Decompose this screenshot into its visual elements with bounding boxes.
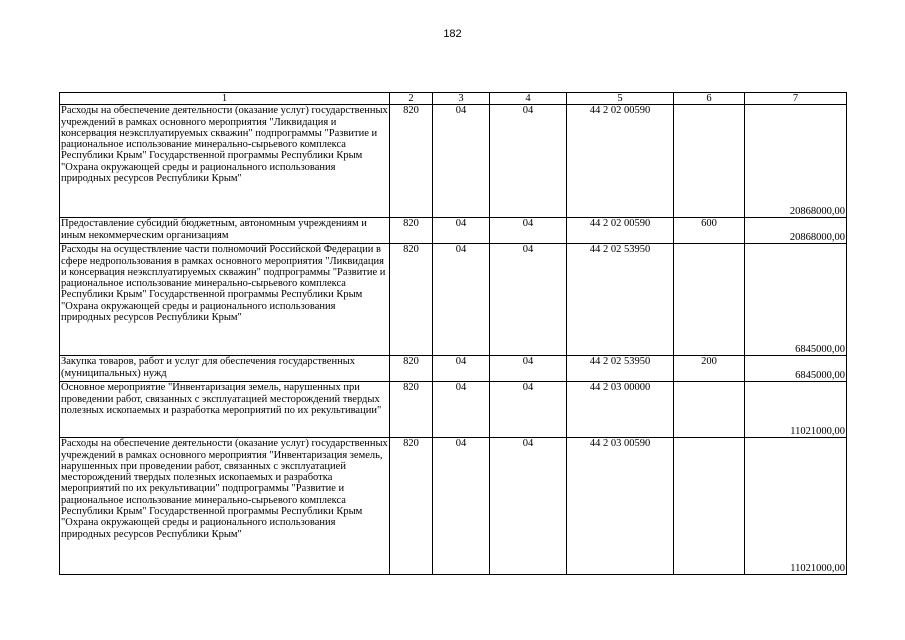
row-admin-code: 820 xyxy=(390,244,433,356)
row-target-code: 44 2 02 53950 xyxy=(567,244,674,356)
row-section: 04 xyxy=(433,356,490,382)
row-amount: 6845000,00 xyxy=(745,356,847,382)
row-section: 04 xyxy=(433,438,490,575)
row-amount: 20868000,00 xyxy=(745,218,847,244)
row-description: Предоставление субсидий бюджетным, автономным учреждениям и иным некоммерческим организациям xyxy=(60,218,390,244)
row-target-code: 44 2 02 00590 xyxy=(567,218,674,244)
row-amount: 11021000,00 xyxy=(745,438,847,575)
row-target-code: 44 2 02 00590 xyxy=(567,105,674,218)
row-subsection: 04 xyxy=(490,218,567,244)
row-amount: 20868000,00 xyxy=(745,105,847,218)
header-cell: 2 xyxy=(390,93,433,105)
row-admin-code: 820 xyxy=(390,438,433,575)
row-expense-type xyxy=(674,105,745,218)
row-section: 04 xyxy=(433,244,490,356)
table-row xyxy=(60,244,847,356)
header-cell: 6 xyxy=(674,93,745,105)
row-description: Расходы на осуществление части полномочий Российской Федерации в сфере недропользования в рамках основного мероприятия "Ликвидация и консервация неэксплуатируемых скважин" подпрограммы "Развитие и рациональное использование минерально-сырьевого комплекса Республики Крым" Государственной программы Республики Крым "Охрана окружающей среды и рационального использования природных ресурсов Республики Крым" xyxy=(60,244,390,356)
row-subsection: 04 xyxy=(490,356,567,382)
budget-table xyxy=(59,92,847,575)
row-target-code: 44 2 02 53950 xyxy=(567,356,674,382)
row-target-code: 44 2 03 00000 xyxy=(567,382,674,438)
row-admin-code: 820 xyxy=(390,105,433,218)
row-description: Расходы на обеспечение деятельности (оказание услуг) государственных учреждений в рамках основного мероприятия "Ликвидация и консервация неэксплуатируемых скважин" подпрограммы "Развитие и рациональное использование минерально-сырьевого комплекса Республики Крым" Государственной программы Республики Крым "Охрана окружающей среды и рационального использования природных ресурсов Республики Крым" xyxy=(60,105,390,218)
table-row xyxy=(60,105,847,218)
header-cell: 7 xyxy=(745,93,847,105)
row-expense-type xyxy=(674,244,745,356)
row-section: 04 xyxy=(433,218,490,244)
row-expense-type xyxy=(674,438,745,575)
row-section: 04 xyxy=(433,105,490,218)
header-cell: 1 xyxy=(60,93,390,105)
row-target-code: 44 2 03 00590 xyxy=(567,438,674,575)
row-subsection: 04 xyxy=(490,382,567,438)
row-description: Закупка товаров, работ и услуг для обеспечения государственных (муниципальных) нужд xyxy=(60,356,390,382)
row-subsection: 04 xyxy=(490,438,567,575)
row-description: Основное мероприятие "Инвентаризация земель, нарушенных при проведении работ, связанных с эксплуатацией месторождений твердых полезных ископаемых и разработка мероприятий по их рекультивации" xyxy=(60,382,390,438)
row-admin-code: 820 xyxy=(390,382,433,438)
row-subsection: 04 xyxy=(490,105,567,218)
header-row xyxy=(60,93,847,105)
table-row xyxy=(60,382,847,438)
row-amount: 11021000,00 xyxy=(745,382,847,438)
header-cell: 5 xyxy=(567,93,674,105)
row-expense-type: 600 xyxy=(674,218,745,244)
table-row xyxy=(60,218,847,244)
header-cell: 3 xyxy=(433,93,490,105)
row-amount: 6845000,00 xyxy=(745,244,847,356)
row-section: 04 xyxy=(433,382,490,438)
row-admin-code: 820 xyxy=(390,356,433,382)
row-expense-type xyxy=(674,382,745,438)
row-description: Расходы на обеспечение деятельности (оказание услуг) государственных учреждений в рамках основного мероприятия "Инвентаризация земель, нарушенных при проведении работ, связанных с эксплуатацией месторождений твердых полезных ископаемых и разработка мероприятий по их рекультивации" подпрограммы "Развитие и рациональное использование минерально-сырьевого комплекса Республики Крым" Государственной программы Республики Крым "Охрана окружающей среды и рационального использования природных ресурсов Республики Крым" xyxy=(60,438,390,575)
table-row xyxy=(60,356,847,382)
row-subsection: 04 xyxy=(490,244,567,356)
page-number: 182 xyxy=(443,28,462,40)
table-row xyxy=(60,438,847,575)
row-admin-code: 820 xyxy=(390,218,433,244)
header-cell: 4 xyxy=(490,93,567,105)
row-expense-type: 200 xyxy=(674,356,745,382)
